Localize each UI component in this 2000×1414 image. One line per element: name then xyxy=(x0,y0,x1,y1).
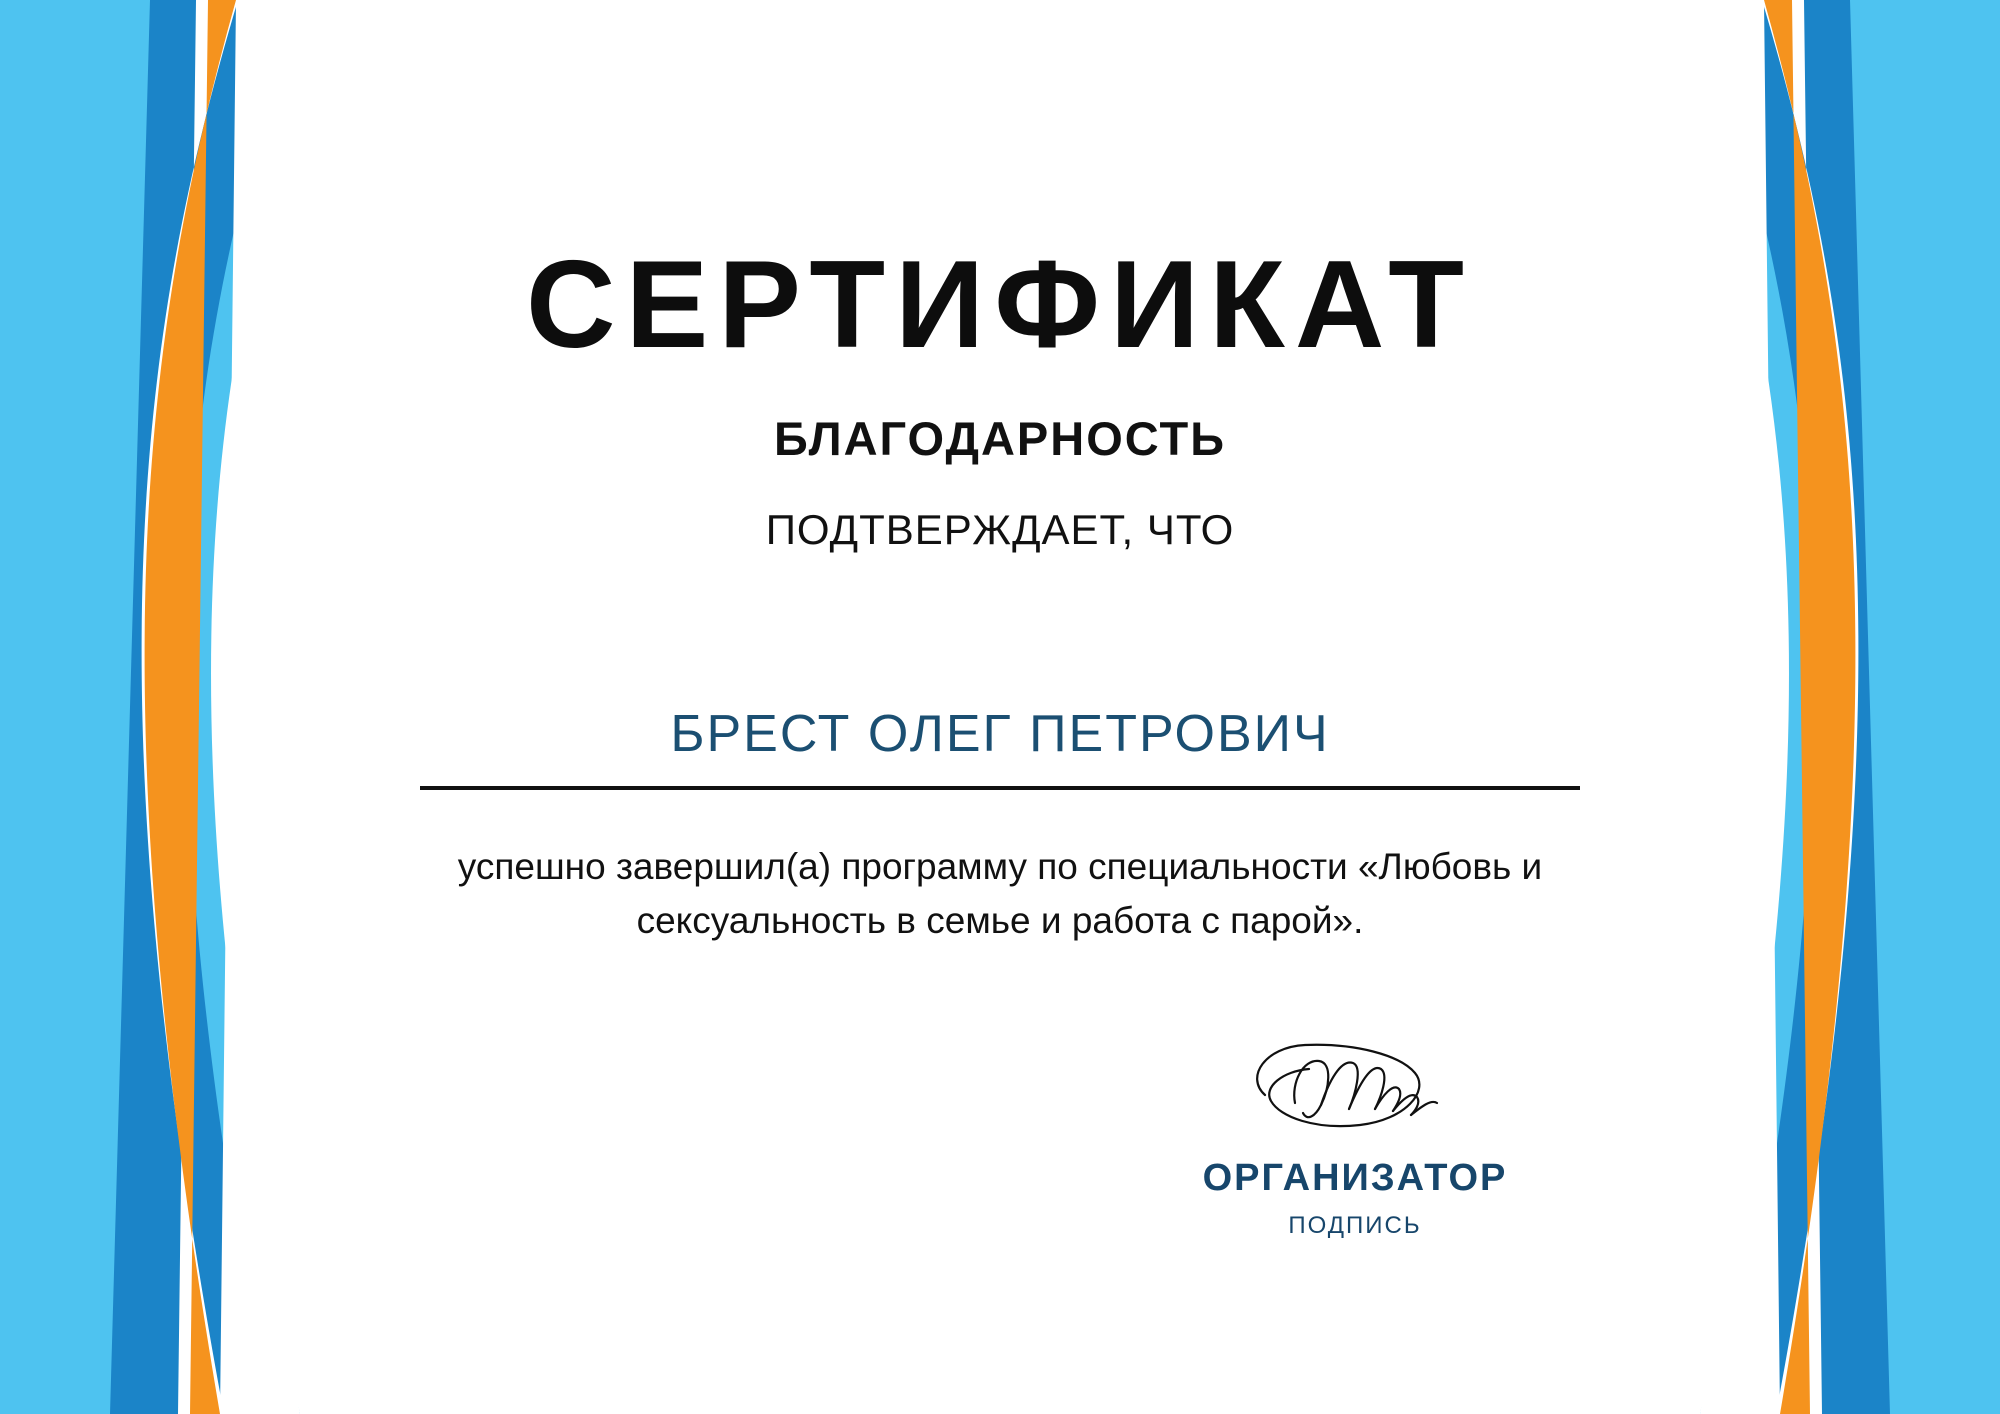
certificate-subtitle: БЛАГОДАРНОСТЬ xyxy=(773,412,1227,465)
certificate-confirm-line: ПОДТВЕРЖДАЕТ, ЧТО xyxy=(765,506,1235,553)
certificate-title: СЕРТИФИКАТ xyxy=(526,236,1474,374)
certificate-description: успешно завершил(а) программу по специальности «Любовь и сексуальность в семье и работа с парой». xyxy=(457,846,1543,941)
handwritten-signature-icon xyxy=(1225,1025,1485,1155)
signature-mark xyxy=(1155,1025,1555,1155)
recipient-name: БРЕСТ ОЛЕГ ПЕТРОВИЧ xyxy=(670,705,1330,763)
signature-caption: ПОДПИСЬ xyxy=(1288,1212,1422,1239)
recipient-underline xyxy=(420,786,1580,790)
signature-role: ОРГАНИЗАТОР xyxy=(1202,1157,1508,1199)
signature-area xyxy=(1155,1025,1555,1240)
recipient-block xyxy=(420,704,1580,790)
